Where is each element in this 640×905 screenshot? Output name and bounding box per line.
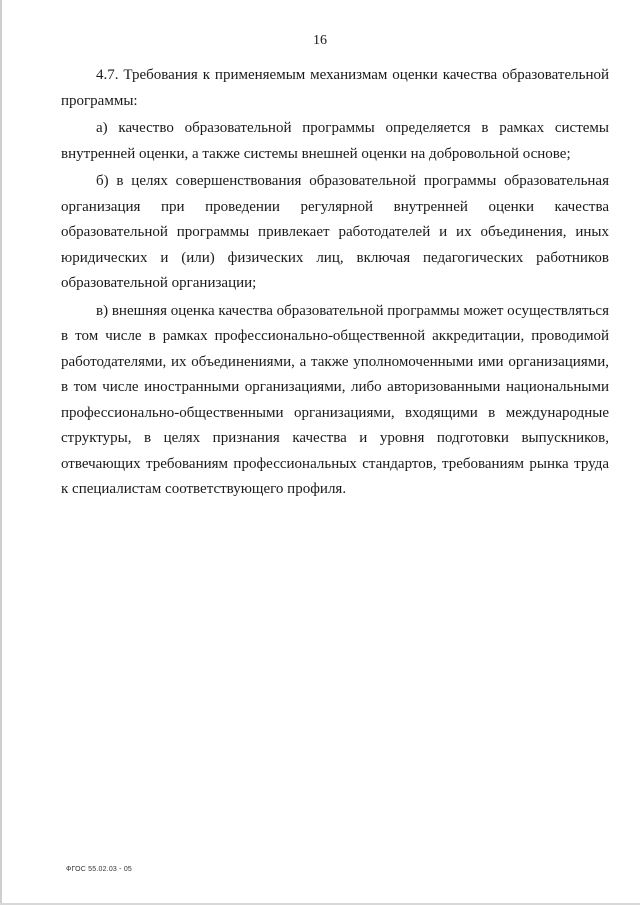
paragraph-b: б) в целях совершенствования образовательной программы образовательная организация при проведении регулярной внутренней оценки качества образовательной программы привлекает работодателей и их объединения, иных юридических и (или) физических лиц, включая педагогических работников образовательной организации; bbox=[61, 173, 609, 291]
paragraph-v: в) внешняя оценка качества образовательной программы может осуществляться в том числе в рамках профессионально-общественной аккредитации, проводимой работодателями, их объединениями, а также уполномоченными ими организациями, в том числе иностранными организациями, либо авторизованными национальными профессионально-общественными организациями, входящими в международные структуры, в целях признания качества и уровня подготовки выпускников, отвечающих требованиям профессиональных стандартов, требованиям рынка труда к специалистам соответствующего профиля. bbox=[61, 302, 609, 497]
scan-edge bbox=[0, 0, 2, 905]
page-number: 16 bbox=[313, 33, 327, 48]
footer-standard-code: ФГОС 55.02.03 - 05 bbox=[66, 866, 133, 873]
body-text bbox=[61, 63, 609, 505]
section-heading-4-7: 4.7. Требования к применяемым механизмам оценки качества образовательной программы: bbox=[61, 67, 609, 109]
paragraph-a: а) качество образовательной программы определяется в рамках системы внутренней оценки, а также системы внешней оценки на добровольной основе; bbox=[61, 120, 609, 162]
